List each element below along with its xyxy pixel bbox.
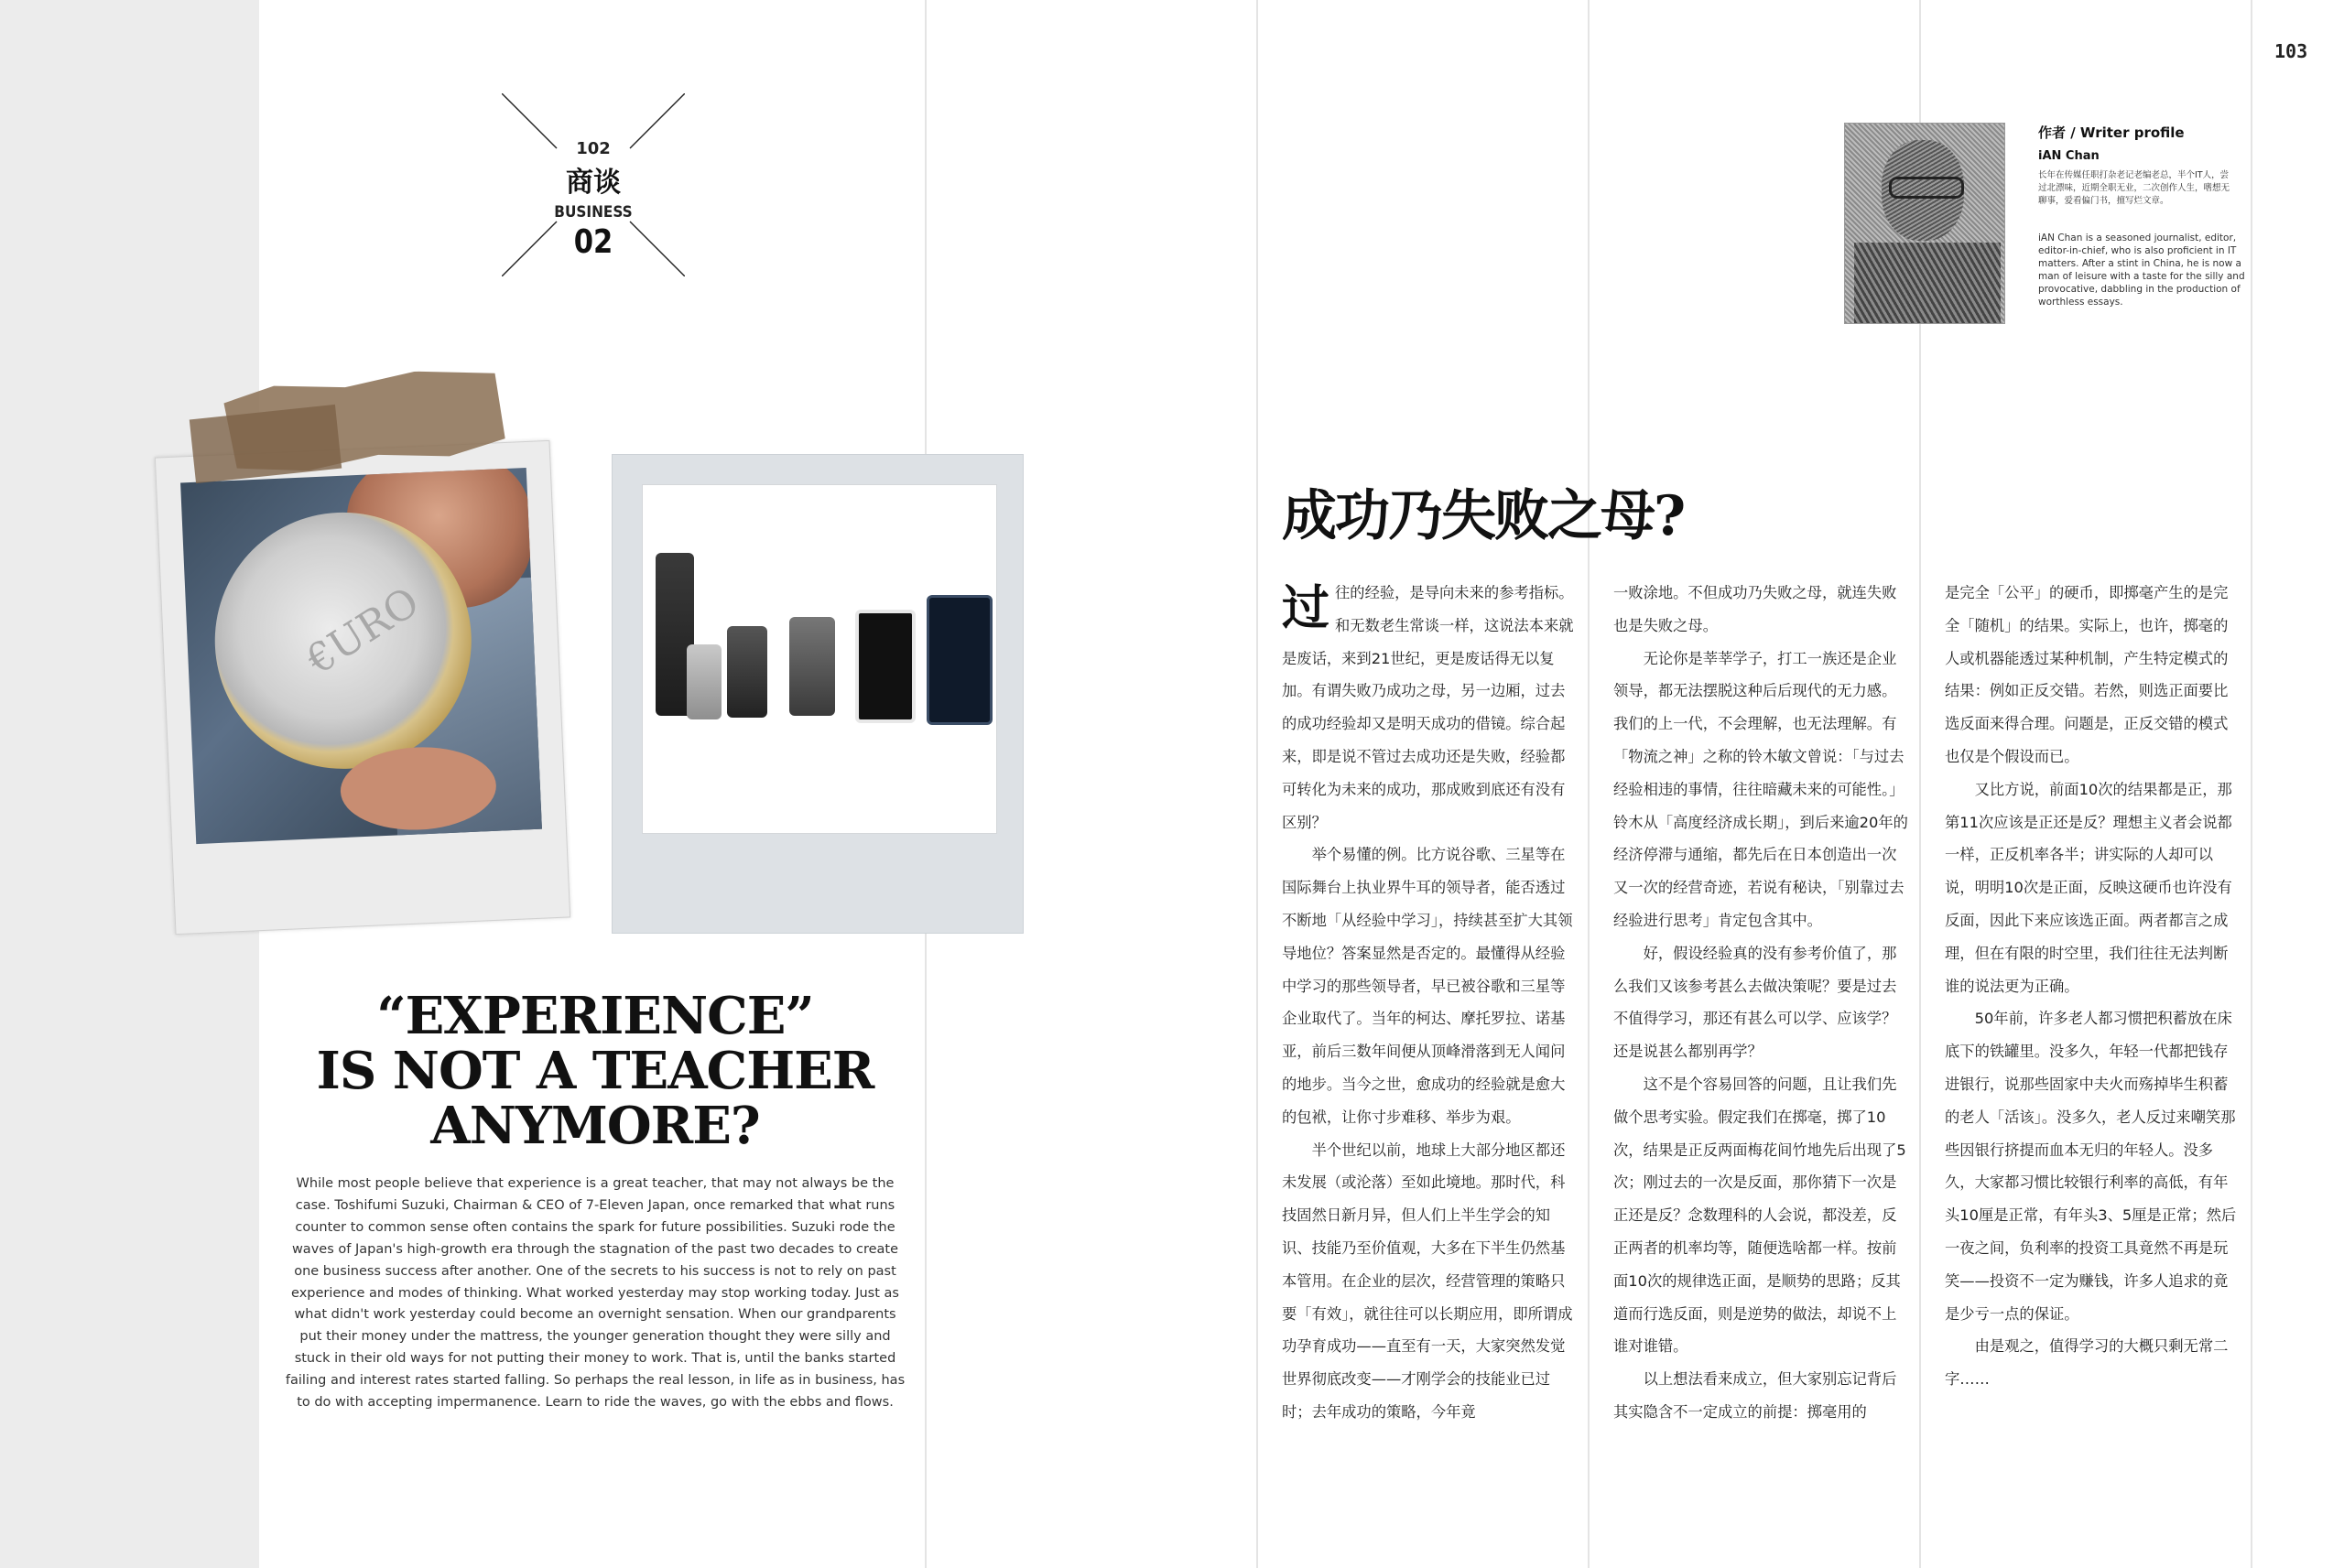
section-name-en: BUSINESS: [554, 203, 633, 222]
writer-photo: [1844, 123, 2005, 324]
touch-phone: [855, 610, 916, 723]
smartphone: [927, 595, 993, 725]
slider-phone: [789, 617, 835, 716]
section-page-code: 102: [576, 139, 611, 158]
euro-coin: €URO: [210, 507, 477, 774]
phones-photo-frame: [612, 454, 1024, 934]
column-guide: [1588, 0, 1590, 1568]
glasses-icon: [1889, 177, 1964, 199]
writer-name: iAN Chan: [2038, 149, 2100, 163]
english-headline: “EXPERIENCE” IS NOT A TEACHER ANYMORE?: [316, 986, 874, 1156]
coin-photo-frame: [155, 440, 570, 935]
page-number: 103: [2274, 40, 2308, 62]
column-guide: [1256, 0, 1258, 1568]
writer-bio-en: iAN Chan is a seasoned journalist, editor, editor-in-chief, who is also proficient in IT matters. After a stint in China, he is now a man of leisure with a taste for the silly and provocative, dabbling in the production of worthless essays.: [2038, 232, 2245, 308]
candybar-phone: [687, 644, 722, 719]
article-column-3: 是完全「公平」的硬币，即掷毫产生的是完全「随机」的结果。实际上，也许，掷毫的人或机器能透过某种机制，产生特定模式的结果：例如正反交错。若然，则选正面要比选反面来得合理。问题是，正反交错的模式也仅是个假设而已。 又比方说，前面10次的结果都是正，那第11次应该是正还是反？理想主义者会说都一样，正反机率各半；讲实际的人却可以说，明明10次是正面，反映这硬币也许没有反面，因此下来应该选正面。两者都言之成理，但在有限的时空里，我们往往无法判断谁的说法更为正确。 50年前，许多老人都习惯把积蓄放在床底下的铁罐里。没多久，年轻一代都把钱存进银行，说那些固家中夫火而殇掉毕生积蓄的老人「活该」。没多久，老人反过来嘲笑那些因银行挤提而血本无归的年轻人。没多久，大家都习惯比较银行利率的高低，有年头10厘是正常，有年头3、5厘是正常；然后一夜之间，负利率的投资工具竟然不再是玩笑——投资不一定为赚钱，许多人追求的竟是少亏一点的保证。 由是观之，值得学习的大概只剩无常二字……: [1945, 584, 2237, 1389]
writer-profile-label: 作者 / Writer profile: [2038, 124, 2185, 141]
writer-bio-zh: 长年在传媒任职打杂老记老编老总，半个IT人，尝过北漂味，近期全职无业，二次创作人生，嗜想无聊事，爱看偏门书，擅写烂文章。: [2038, 170, 2230, 206]
drop-cap: 过: [1282, 580, 1330, 636]
flip-phone: [727, 626, 767, 718]
article-title: 成功乃失败之母?: [1282, 484, 1685, 548]
english-intro: While most people believe that experience is a great teacher, that may not always be the case. Toshifumi Suzuki, Chairman & CEO of 7-Eleven Japan, once remarked that what runs counter to common sense often contains the spark for future possibilities. Suzuki rode the waves of Japan's high-growth era through the stagnation of the past two decades to create one business success after another. One of the secrets to his success is not to rely on past experience and modes of thinking. What worked yesterday may stop working today. Just as what didn't work yesterday could become an overnight sensation. When our grandparents put their money under the mattress, the younger generation thought they were silly and stuck in their old ways for not putting their money to work. That is, until the banks started failing and interest rates started falling. So perhaps the real lesson, in life as in business, has to do with accepting impermanence. Learn to ride the waves, go with the ebbs and flows.: [285, 1176, 906, 1411]
section-name-cn: 商谈: [566, 167, 621, 199]
coin-photo: [180, 468, 542, 844]
article-column-1: 过往的经验，是导向未来的参考指标。和无数老生常谈一样，这说法本来就是废话，来到21世纪，更是废话得无以复加。有谓失败乃成功之母，另一边厢，过去的成功经验却又是明天成功的借镜。综合起来，即是说不管过去成功还是失败，经验都可转化为未来的成功，那成败到底还有没有区别？ 举个易懂的例。比方说谷歌、三星等在国际舞台上执业界牛耳的领导者，能否透过不断地「从经验中学习」，持续甚至扩大其领导地位？答案显然是否定的。最懂得从经验中学习的那些领导者，早已被谷歌和三星等企业取代了。当年的柯达、摩托罗拉、诺基亚，前后三数年间便从顶峰滑落到无人闻问的地步。当今之世，愈成功的经验就是愈大的包袱，让你寸步难移、举步为艰。 半个世纪以前，地球上大部分地区都还未发展（或沦落）至如此境地。那时代，科技固然日新月异，但人们上半生学会的知识、技能乃至价值观，大多在下半生仍然基本管用。在企业的层次，经营管理的策略只要「有效」，就往往可以长期应用，即所谓成功孕育成功——直至有一天，大家突然发觉世界彻底改变——才刚学会的技能业已过时；去年成功的策略，今年竟: [1282, 580, 1574, 1421]
section-issue-number: 02: [573, 223, 613, 261]
phones-photo: [642, 484, 997, 834]
column-guide: [2251, 0, 2252, 1568]
article-column-2: 一败涂地。不但成功乃失败之母，就连失败也是失败之母。 无论你是莘莘学子，打工一族还是企业领导，都无法摆脱这种后后现代的无力感。我们的上一代，不会理解，也无法理解。有「物流之神」之称的铃木敏文曾说：「与过去经验相违的事情，往往暗藏未来的可能性。」铃木从「高度经济成长期」，到后来逾20年的经济停滞与通缩，都先后在日本创造出一次又一次的经营奇迹，若说有秘诀，「别靠过去经验进行思考」肯定包含其中。 好，假设经验真的没有参考价值了，那么我们又该参考甚么去做决策呢？要是过去不值得学习，那还有甚么可以学、应该学？还是说甚么都别再学？ 这不是个容易回答的问题，且让我们先做个思考实验。假定我们在掷毫，掷了10次，结果是正反两面梅花间竹地先后出现了5次；刚过去的一次是反面，那你猜下一次是正还是反？念数理科的人会说，都没差，反正两者的机率均等，随便选啥都一样。按前面10次的规律选正面，是顺势的思路；反其道而行选反面，则是逆势的做法，却说不上谁对谁错。 以上想法看来成立，但大家别忘记背后其实隐含不一定成立的前提：掷毫用的: [1613, 584, 1908, 1421]
section-marker: [502, 93, 685, 276]
